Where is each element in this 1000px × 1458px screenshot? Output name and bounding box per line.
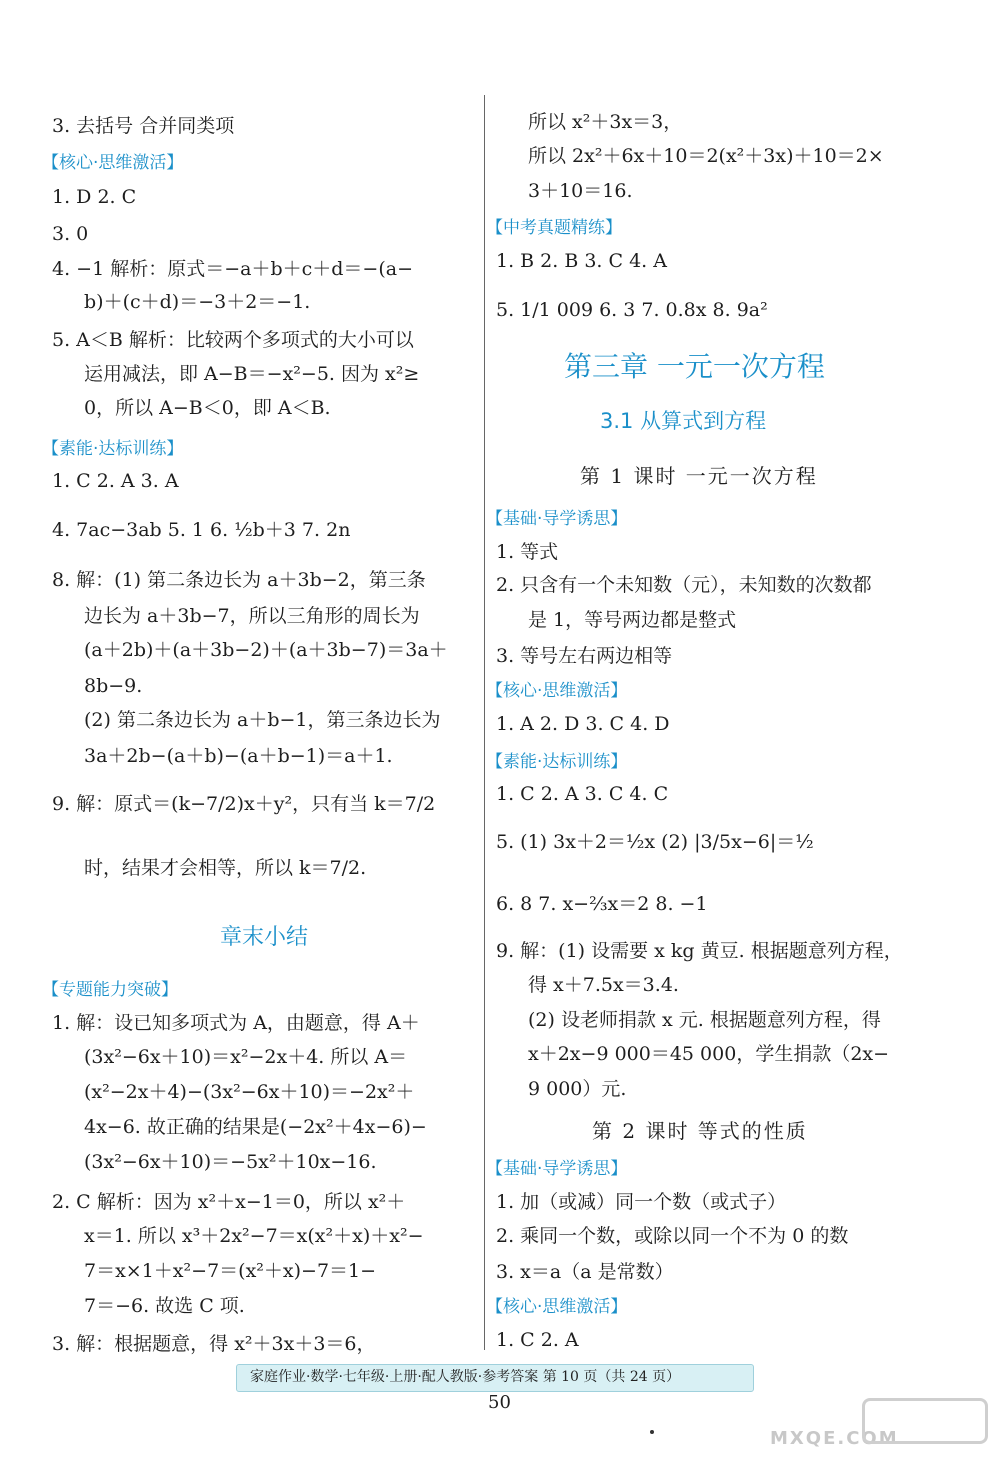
lesson-heading: 第 1 课时 一元一次方程: [580, 464, 818, 488]
lesson-heading: 第 2 课时 等式的性质: [592, 1119, 808, 1143]
answer-line: 边长为 a＋3b−7，所以三角形的周长为: [84, 605, 420, 627]
answer-line: 4. 7ac−3ab 5. 1 6. ½b＋3 7. 2n: [52, 519, 351, 541]
section-heading: 章末小结: [220, 925, 309, 950]
answer-line: 7＝−6. 故选 C 项.: [84, 1295, 245, 1317]
watermark-text: MXQE.COM: [770, 1428, 899, 1449]
answer-line: 1. C 2. A 3. C 4. C: [496, 783, 669, 805]
answer-line: 3a＋2b−(a＋b)−(a＋b−1)＝a＋1.: [84, 745, 393, 767]
answer-line: 0，所以 A−B＜0，即 A＜B.: [84, 397, 331, 419]
answer-line: (x²−2x＋4)−(3x²−6x＋10)＝−2x²＋: [84, 1081, 415, 1103]
section-tag: 【专题能力突破】: [42, 980, 178, 1000]
answer-line: 5. (1) 3x＋2＝½x (2) |3/5x−6|＝½: [496, 831, 814, 853]
section-heading: 第三章 一元一次方程: [564, 350, 825, 383]
answer-line: 1. D 2. C: [52, 186, 137, 208]
answer-line: 1. B 2. B 3. C 4. A: [496, 250, 667, 272]
answer-line: 1. 加（或减）同一个数（或式子）: [496, 1191, 787, 1213]
answer-line: 运用减法，即 A−B＝−x²−5. 因为 x²≥: [84, 363, 420, 385]
answer-line: 8. 解：(1) 第二条边长为 a＋3b−2，第三条: [52, 569, 426, 591]
answer-line: 8b−9.: [84, 675, 143, 697]
section-tag: 【核心·思维激活】: [486, 1297, 628, 1317]
answer-line: 是 1，等号两边都是整式: [528, 609, 737, 631]
section-tag: 【基础·导学诱思】: [486, 509, 628, 529]
answer-line: 6. 8 7. x−⅔x＝2 8. −1: [496, 893, 708, 915]
answer-line: 3. 去括号 合并同类项: [52, 115, 235, 137]
answer-line: 9 000）元.: [528, 1078, 627, 1100]
answer-line: b)＋(c＋d)＝−3＋2＝−1.: [84, 291, 311, 313]
section-tag: 【素能·达标训练】: [42, 439, 184, 459]
answer-line: 1. 解：设已知多项式为 A，由题意，得 A＋: [52, 1012, 420, 1034]
answer-line: (a＋2b)＋(a＋3b−2)＋(a＋3b−7)＝3a＋: [84, 639, 448, 661]
section-tag: 【基础·导学诱思】: [486, 1159, 628, 1179]
answer-line: 3. 等号左右两边相等: [496, 645, 673, 667]
answer-line: 1. 等式: [496, 541, 559, 563]
answer-line: 4. −1 解析：原式＝−a＋b＋c＋d＝−(a−: [52, 258, 414, 280]
dot-mark: [650, 1430, 654, 1434]
section-tag: 【素能·达标训练】: [486, 752, 628, 772]
answer-line: 时，结果才会相等，所以 k＝7/2.: [84, 857, 367, 879]
answer-line: 3. x＝a（a 是常数）: [496, 1261, 674, 1283]
answer-line: 2. 只含有一个未知数（元），未知数的次数都: [496, 574, 872, 596]
answer-line: (2) 设老师捐款 x 元. 根据题意列方程，得: [528, 1009, 881, 1031]
answer-line: 1. C 2. A 3. A: [52, 470, 179, 492]
answer-line: (2) 第二条边长为 a＋b−1，第三条边长为: [84, 709, 441, 731]
answer-line: 9. 解：原式＝(k−7/2)x＋y²，只有当 k＝7/2: [52, 793, 436, 815]
answer-line: 4x−6. 故正确的结果是(−2x²＋4x−6)−: [84, 1116, 427, 1138]
answer-line: 3＋10＝16.: [528, 180, 633, 202]
answer-line: (3x²−6x＋10)＝x²−2x＋4. 所以 A＝: [84, 1046, 408, 1068]
watermark-logo: [862, 1398, 988, 1444]
answer-line: x＝1. 所以 x³＋2x²−7＝x(x²＋x)＋x²−: [84, 1225, 424, 1247]
answer-line: 所以 x²＋3x＝3，: [528, 111, 683, 133]
answer-line: 所以 2x²＋6x＋10＝2(x²＋3x)＋10＝2×: [528, 145, 884, 167]
section-tag: 【核心·思维激活】: [42, 153, 184, 173]
answer-line: 2. 乘同一个数，或除以同一个不为 0 的数: [496, 1225, 849, 1247]
answer-line: 3. 0: [52, 223, 89, 245]
answer-line: 5. A＜B 解析：比较两个多项式的大小可以: [52, 329, 414, 351]
answer-line: 7＝x×1＋x²−7＝(x²＋x)−7＝1−: [84, 1260, 377, 1282]
answer-line: 5. 1/1 009 6. 3 7. 0.8x 8. 9a²: [496, 299, 768, 321]
section-heading: 3.1 从算式到方程: [600, 409, 767, 433]
page-number: 50: [488, 1392, 511, 1413]
answer-line: (3x²−6x＋10)＝−5x²＋10x−16.: [84, 1151, 377, 1173]
answer-line: 3. 解：根据题意，得 x²＋3x＋3＝6，: [52, 1333, 376, 1355]
column-divider: [484, 95, 485, 1350]
answer-line: 1. A 2. D 3. C 4. D: [496, 713, 670, 735]
answer-line: 得 x＋7.5x＝3.4.: [528, 974, 679, 996]
answer-line: 1. C 2. A: [496, 1329, 579, 1351]
answer-line: 9. 解：(1) 设需要 x kg 黄豆. 根据题意列方程，: [496, 940, 903, 962]
section-tag: 【核心·思维激活】: [486, 681, 628, 701]
answer-line: x＋2x−9 000＝45 000，学生捐款（2x−: [528, 1043, 890, 1065]
answer-line: 2. C 解析：因为 x²＋x−1＝0，所以 x²＋: [52, 1191, 406, 1213]
footer-text: 家庭作业·数学·七年级·上册·配人教版·参考答案 第 10 页（共 24 页）: [250, 1369, 681, 1385]
section-tag: 【中考真题精练】: [486, 218, 622, 238]
